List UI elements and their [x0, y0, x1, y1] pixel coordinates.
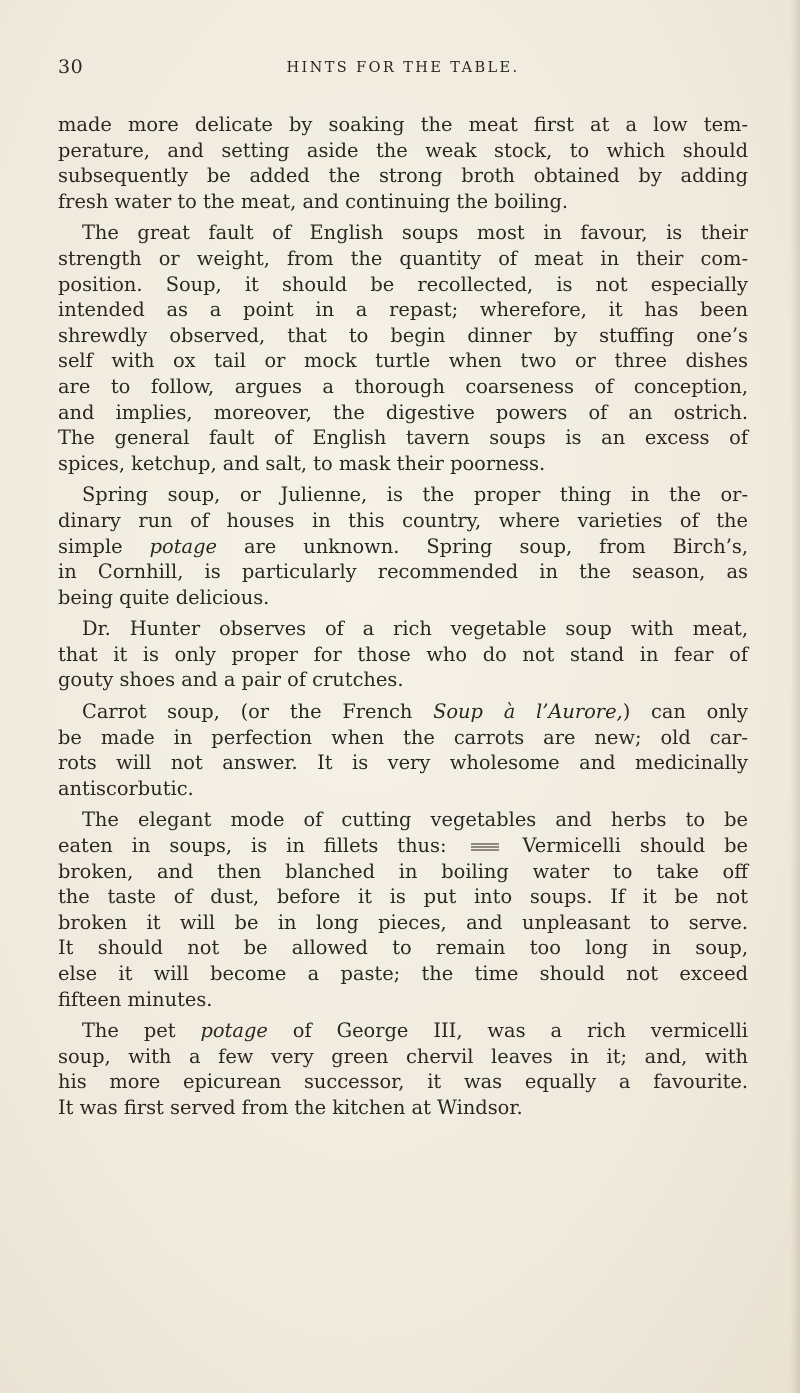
- text-line: spices, ketchup, and salt, to mask their poorness.: [58, 451, 546, 475]
- text-line: Dr. Hunter observes of a rich vegetable soup with meat,: [82, 617, 748, 641]
- text-segment: ) can only: [622, 700, 748, 724]
- text-line: and implies, moreover, the digestive powers of an ostrich.: [58, 400, 748, 424]
- text-line: broken, and then blanched in boiling water to take off: [58, 859, 748, 883]
- text-line: It was first served from the kitchen at Windsor.: [58, 1095, 523, 1119]
- text-line: be made in perfection when the carrots are new; old car-: [58, 725, 748, 749]
- text-line: being quite delicious.: [58, 585, 270, 609]
- text-line: the taste of dust, before it is put into soups. If it be not: [58, 885, 748, 909]
- page-header: [58, 56, 748, 86]
- text-line: rots will not answer. It is very wholesome and medicinally: [58, 751, 748, 775]
- text-segment: eaten in soups, is in fillets thus:: [58, 834, 447, 858]
- text-line: [58, 1018, 748, 1044]
- text-line: shrewdly observed, that to begin dinner by stuffing one’s: [58, 323, 748, 347]
- text-line: Spring soup, or Julienne, is the proper thing in the or-: [82, 483, 748, 507]
- text-line: gouty shoes and a pair of crutches.: [58, 668, 404, 692]
- text-line: in Cornhill, is particularly recommended in the season, as: [58, 560, 748, 584]
- text-segment: Carrot soup, (or the French: [82, 700, 434, 724]
- running-head: HINTS FOR THE TABLE.: [286, 60, 520, 76]
- italic-text: potage: [149, 534, 217, 558]
- fillet-lines-figure: [470, 842, 500, 852]
- text-line: are to follow, argues a thorough coarseness of conception,: [58, 374, 748, 398]
- text-segment: simple: [58, 534, 150, 558]
- text-line: fifteen minutes.: [58, 987, 213, 1011]
- italic-text: potage: [200, 1019, 268, 1043]
- text-line: perature, and setting aside the weak stock, to which should: [58, 138, 748, 162]
- text-line: The great fault of English soups most in favour, is their: [82, 221, 748, 245]
- text-line: fresh water to the meat, and continuing the boiling.: [58, 189, 569, 213]
- text-line: [58, 833, 748, 859]
- text-line: subsequently be added the strong broth obtained by adding: [58, 164, 748, 188]
- italic-text: Soup à l’Aurore,: [433, 700, 623, 724]
- text-line: made more delicate by soaking the meat first at a low tem-: [58, 113, 748, 136]
- text-segment: of George III, was a rich vermicelli: [267, 1019, 749, 1043]
- text-line: dinary run of houses in this country, where varieties of the: [58, 508, 748, 532]
- page-number: 30: [58, 56, 84, 78]
- text-line: The elegant mode of cutting vegetables and herbs to be: [82, 808, 748, 832]
- text-line: It should not be allowed to remain too long in soup,: [58, 936, 748, 960]
- text-segment: The pet: [82, 1019, 201, 1043]
- text-line: his more epicurean successor, it was equally a favourite.: [58, 1070, 748, 1094]
- text-segment: are unknown. Spring soup, from Birch’s,: [216, 534, 749, 558]
- text-line: intended as a point in a repast; wherefore, it has been: [58, 298, 748, 322]
- text-line: that it is only proper for those who do not stand in fear of: [58, 642, 748, 666]
- text-segment: Vermicelli should be: [522, 834, 748, 858]
- page-edge-shadow: [790, 0, 800, 1393]
- body-text: [58, 112, 748, 1121]
- text-line: The general fault of English tavern soups is an excess of: [58, 426, 748, 450]
- text-line: broken it will be in long pieces, and unpleasant to serve.: [58, 910, 748, 934]
- text-line: position. Soup, it should be recollected, is not especially: [58, 272, 748, 296]
- text-line: [58, 699, 748, 725]
- text-line: antiscorbutic.: [58, 776, 194, 800]
- text-line: strength or weight, from the quantity of meat in their com-: [58, 246, 748, 270]
- text-line: soup, with a few very green chervil leaves in it; and, with: [58, 1044, 748, 1068]
- text-line: else it will become a paste; the time should not exceed: [58, 962, 748, 985]
- text-line: self with ox tail or mock turtle when two or three dishes: [58, 349, 748, 373]
- text-line: [58, 534, 748, 560]
